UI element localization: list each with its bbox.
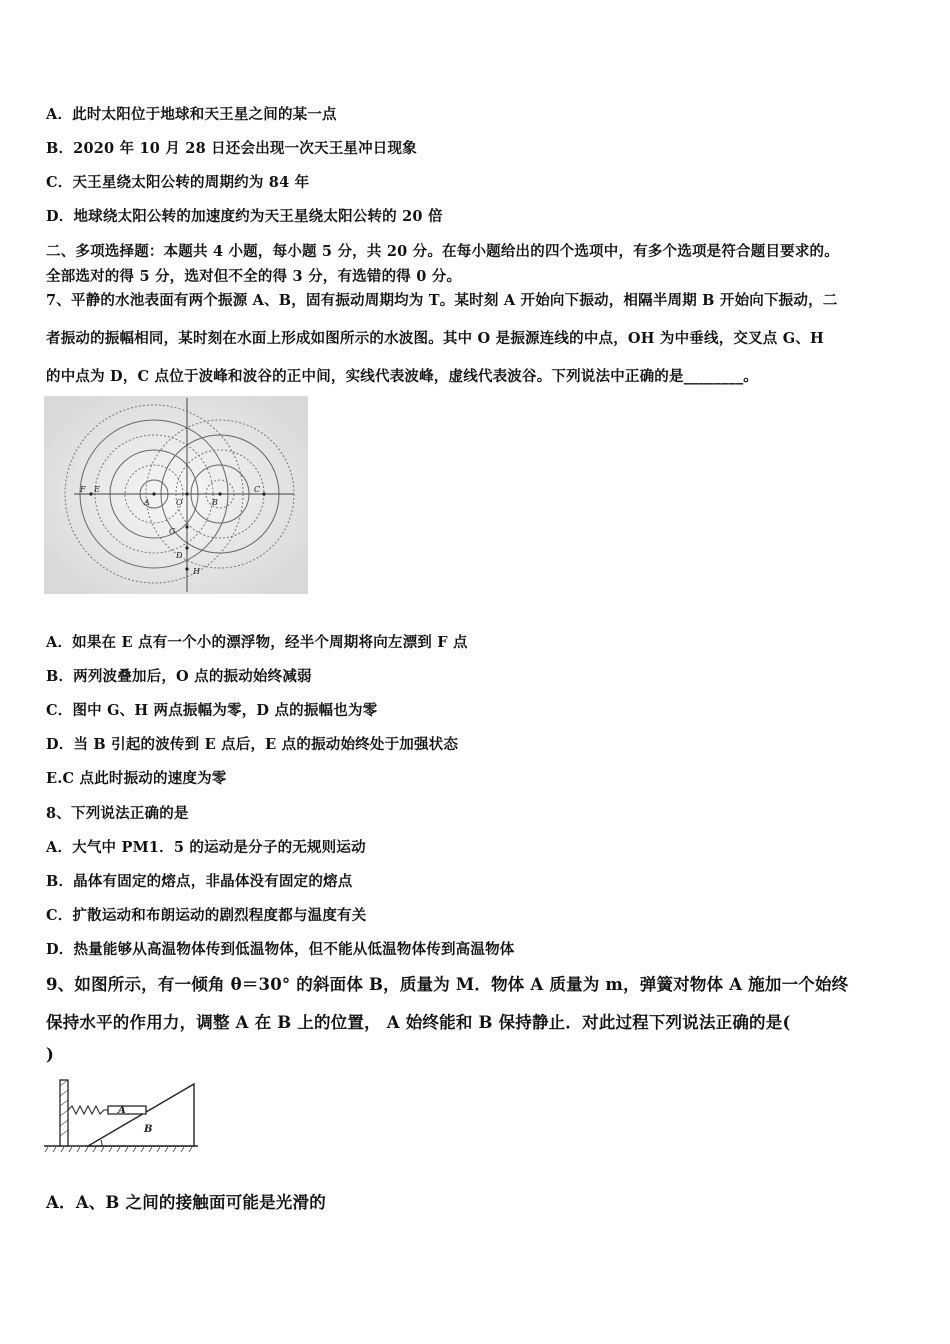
q6-option-b: B．2020 年 10 月 28 日还会出现一次天王星冲日现象: [46, 140, 417, 157]
label-d: D: [176, 551, 183, 560]
q8-option-a: A．大气中 PM1．5 的运动是分子的无规则运动: [46, 839, 366, 856]
q7-option-b: B．两列波叠加后，O 点的振动始终减弱: [46, 668, 312, 685]
water-wave-figure: [44, 396, 308, 594]
q7-stem-line2: 者振动的振幅相同，某时刻在水面上形成如图所示的水波图。其中 O 是振源连线的中点，OH 为中垂线，交叉点 G、H: [46, 330, 824, 347]
q9-option-a: A．A、B 之间的接触面可能是光滑的: [46, 1193, 326, 1212]
q9-stem-line3: ): [46, 1045, 55, 1064]
q6-option-c: C．天王星绕太阳公转的周期约为 84 年: [46, 174, 310, 191]
incline-spring-figure: [44, 1076, 200, 1154]
label-c: C: [254, 485, 261, 494]
section2-heading: 二、多项选择题：本题共 4 小题，每小题 5 分，共 20 分。在每小题给出的四个选项中，有多个选项是符合题目要求的。: [46, 243, 839, 260]
q7-option-a: A．如果在 E 点有一个小的漂浮物，经半个周期将向左漂到 F 点: [46, 634, 468, 651]
label-block-a: A: [118, 1105, 126, 1116]
label-b: B: [212, 498, 218, 507]
label-incline-b: B: [144, 1124, 153, 1135]
q6-option-d: D．地球绕太阳公转的加速度约为天王星绕太阳公转的 20 倍: [46, 208, 443, 225]
q6-option-a: A．此时太阳位于地球和天王星之间的某一点: [46, 106, 337, 123]
q8-option-d: D．热量能够从高温物体传到低温物体，但不能从低温物体传到高温物体: [46, 941, 515, 958]
q7-stem-line3: 的中点为 D，C 点位于波峰和波谷的正中间，实线代表波峰，虚线代表波谷。下列说法中正确的是________。: [46, 368, 759, 385]
label-o: O: [176, 498, 183, 507]
label-g: G: [169, 527, 176, 536]
q9-stem-line2: 保持水平的作用力，调整 A 在 B 上的位置， A 始终能和 B 保持静止．对此过程下列说法正确的是(: [46, 1013, 791, 1032]
q7-option-c: C．图中 G、H 两点振幅为零，D 点的振幅也为零: [46, 702, 378, 719]
q8-option-c: C．扩散运动和布朗运动的剧烈程度都与温度有关: [46, 907, 367, 924]
label-a: A: [144, 498, 150, 507]
label-h: H: [193, 567, 200, 576]
q8-option-b: B．晶体有固定的熔点，非晶体没有固定的熔点: [46, 873, 353, 890]
q7-option-d: D．当 B 引起的波传到 E 点后，E 点的振动始终处于加强状态: [46, 736, 459, 753]
q7-option-e: E.C 点此时振动的速度为零: [46, 770, 227, 787]
q9-stem-line1: 9、如图所示，有一倾角 θ＝30° 的斜面体 B，质量为 M．物体 A 质量为 m，弹簧对物体 A 施加一个始终: [46, 975, 849, 994]
q8-stem: 8、下列说法正确的是: [46, 805, 189, 822]
label-e: E: [94, 485, 100, 494]
label-f: F: [80, 485, 86, 494]
section2-scoring: 全部选对的得 5 分，选对但不全的得 3 分，有选错的得 0 分。: [46, 268, 462, 285]
q7-stem-line1: 7、平静的水池表面有两个振源 A、B，固有振动周期均为 T。某时刻 A 开始向下振动，相隔半周期 B 开始向下振动，二: [46, 292, 838, 309]
